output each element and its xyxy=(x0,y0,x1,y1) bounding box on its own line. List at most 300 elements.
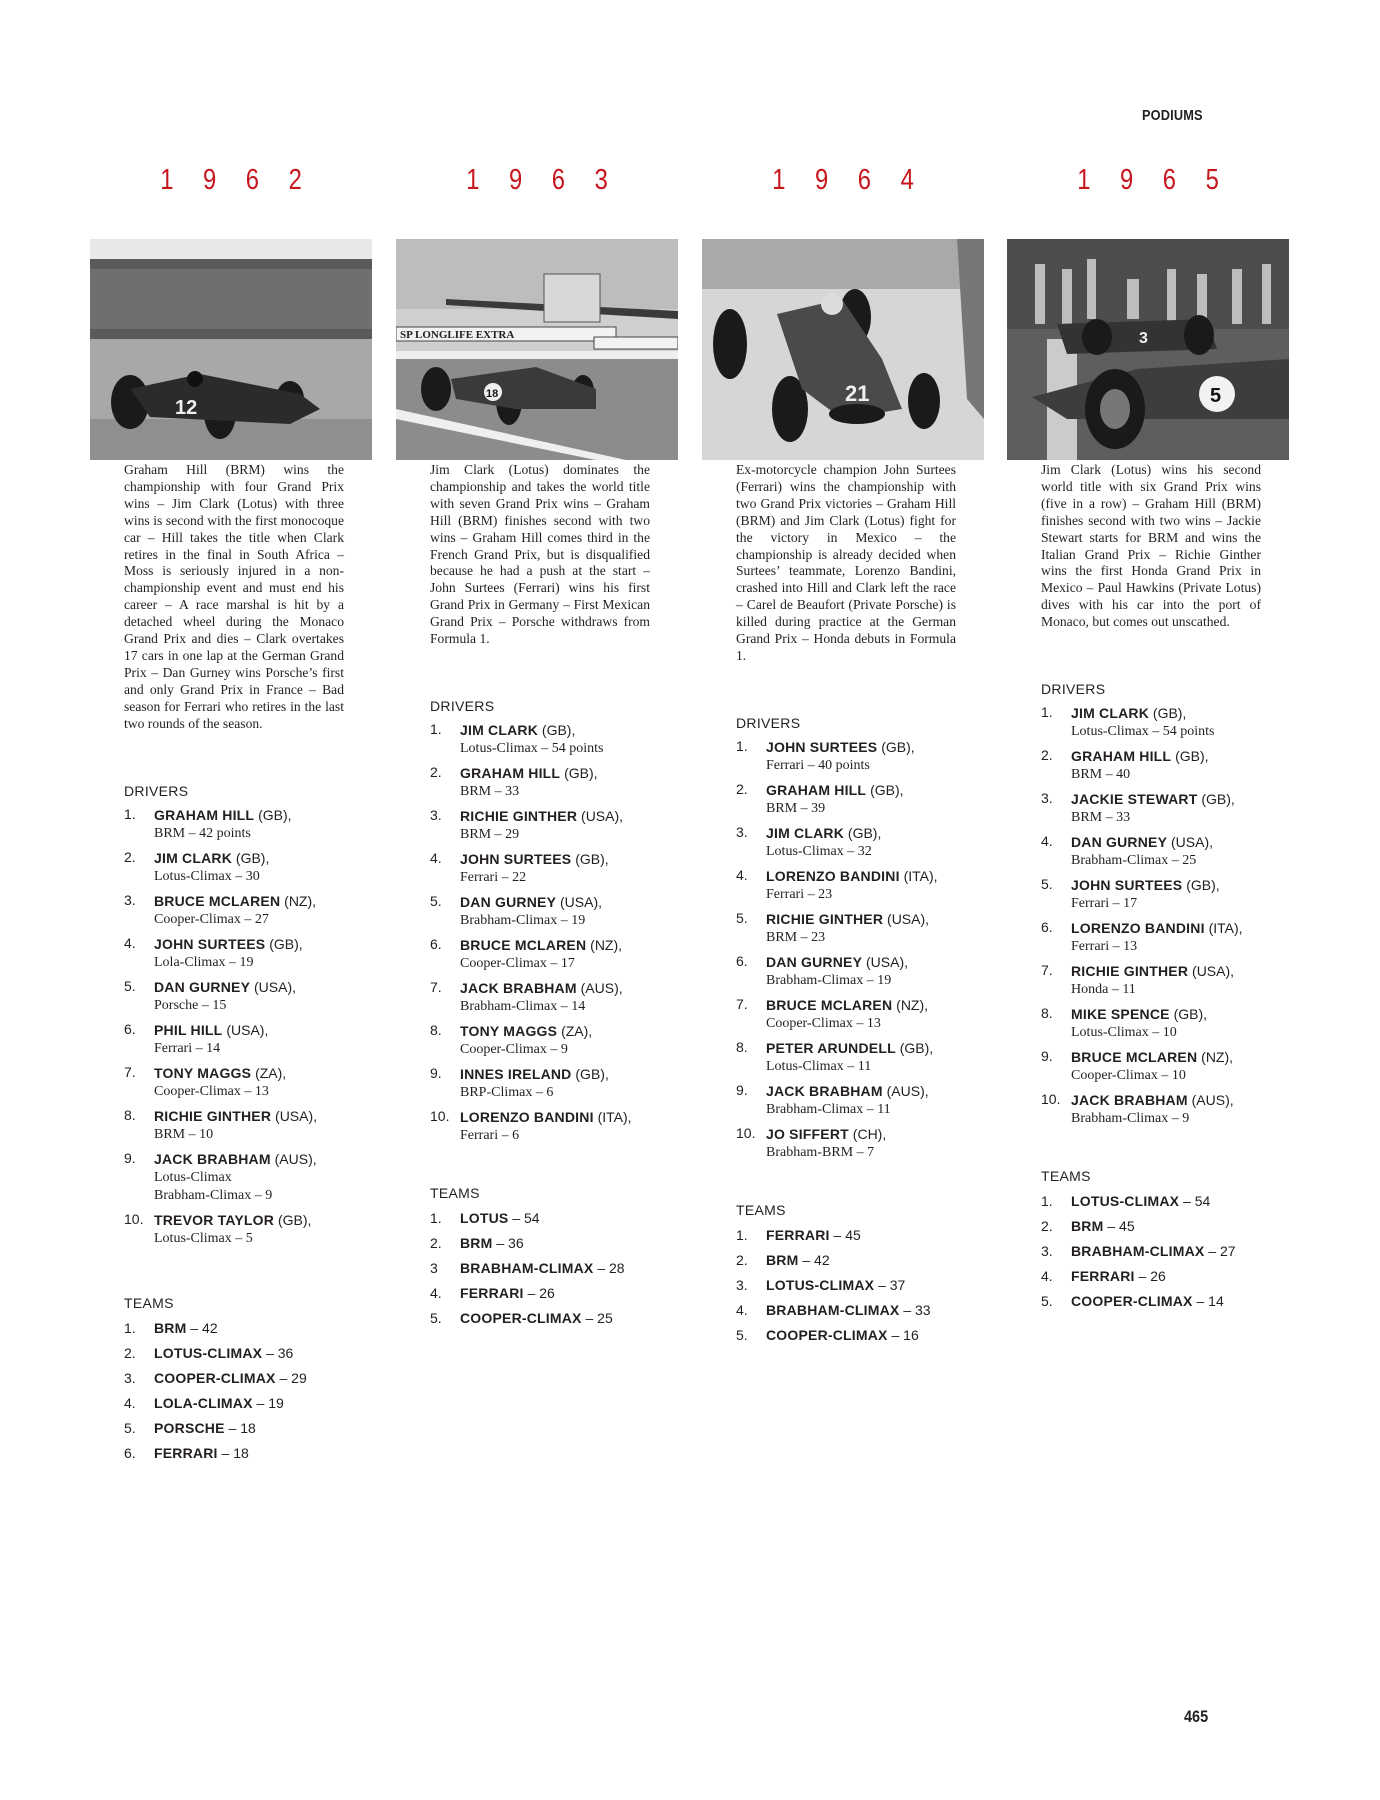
driver-entry xyxy=(1041,1048,1261,1085)
team-entry xyxy=(124,1368,344,1393)
driver-nationality: (ITA), xyxy=(1208,920,1243,936)
driver-position: 2. xyxy=(736,781,748,797)
driver-name: DAN GURNEY xyxy=(1071,834,1168,850)
team-position: 2. xyxy=(430,1235,442,1251)
team-position: 2. xyxy=(1041,1218,1053,1234)
driver-name: DAN GURNEY xyxy=(460,894,557,910)
driver-position: 8. xyxy=(430,1022,442,1038)
team-points: – 45 xyxy=(833,1227,861,1243)
driver-nationality: (GB), xyxy=(881,739,915,755)
team-points: – 42 xyxy=(802,1252,830,1268)
team-entry xyxy=(1041,1241,1261,1266)
drivers-list xyxy=(430,721,650,1145)
driver-entry xyxy=(124,935,344,972)
team-points: – 28 xyxy=(597,1260,625,1276)
driver-entry xyxy=(124,892,344,929)
driver-nationality: (GB), xyxy=(1186,877,1220,893)
driver-nationality: (ITA), xyxy=(597,1109,632,1125)
driver-entry xyxy=(1041,833,1261,870)
team-points: – 18 xyxy=(228,1420,256,1436)
team-points: – 29 xyxy=(279,1370,307,1386)
driver-name: LORENZO BANDINI xyxy=(1071,920,1205,936)
drivers-heading: DRIVERS xyxy=(430,698,495,714)
driver-team-points: Cooper-Climax – 13 xyxy=(766,1016,881,1031)
driver-position: 5. xyxy=(736,910,748,926)
team-position: 1. xyxy=(124,1320,136,1336)
driver-nationality: (ZA), xyxy=(255,1065,287,1081)
driver-nationality: (GB), xyxy=(870,782,904,798)
driver-name: JACK BRABHAM xyxy=(460,980,577,996)
team-entry xyxy=(124,1343,344,1368)
driver-entry xyxy=(736,867,956,904)
driver-team-points: Cooper-Climax – 27 xyxy=(154,912,269,927)
drivers-heading: DRIVERS xyxy=(736,715,801,731)
driver-nationality: (USA), xyxy=(254,979,297,995)
season-year: 1 9 6 4 xyxy=(772,164,926,196)
team-position: 4. xyxy=(736,1302,748,1318)
season-year: 1 9 6 5 xyxy=(1077,164,1231,196)
driver-nationality: (GB), xyxy=(269,936,303,952)
driver-entry xyxy=(736,781,956,818)
driver-name: BRUCE MCLAREN xyxy=(460,937,587,953)
drivers-list xyxy=(1041,704,1261,1128)
driver-name: JIM CLARK xyxy=(1071,705,1150,721)
driver-position: 7. xyxy=(736,996,748,1012)
driver-position: 1. xyxy=(736,738,748,754)
driver-entry xyxy=(736,1039,956,1076)
team-entry xyxy=(736,1225,956,1250)
driver-name: GRAHAM HILL xyxy=(766,782,867,798)
driver-team-points: Lotus-Climax – 5 xyxy=(154,1231,253,1246)
page-number: 465 xyxy=(1184,1707,1209,1726)
driver-position: 4. xyxy=(736,867,748,883)
driver-name: MIKE SPENCE xyxy=(1071,1006,1170,1022)
team-name: BRM xyxy=(460,1235,493,1251)
team-position: 4. xyxy=(430,1285,442,1301)
driver-name: BRUCE MCLAREN xyxy=(766,997,893,1013)
team-position: 5. xyxy=(736,1327,748,1343)
driver-nationality: (GB), xyxy=(575,851,609,867)
driver-entry xyxy=(736,996,956,1033)
driver-name: JO SIFFERT xyxy=(766,1126,849,1142)
team-name: LOTUS-CLIMAX xyxy=(154,1345,263,1361)
season-summary: Ex-motorcycle champion John Surtees (Ferrari) wins the championship with two Grand Prix victories – Graham Hill (BRM) and Jim Clark (Lotus) fight for the victory in Mexico – the championship is already decided when Surtees’ teammate, Lorenzo Bandini, crashed into Hill and Clark left the race – Carel de Beaufort (Private Porsche) is killed during practice at the German Grand Prix – Honda debuts in Formula 1. xyxy=(736,462,956,663)
team-entry xyxy=(124,1318,344,1343)
team-points: – 27 xyxy=(1208,1243,1236,1259)
driver-name: RICHIE GINTHER xyxy=(766,911,884,927)
team-name: BRM xyxy=(766,1252,799,1268)
driver-nationality: (USA), xyxy=(560,894,603,910)
driver-entry xyxy=(736,910,956,947)
team-points: – 26 xyxy=(527,1285,555,1301)
driver-position: 9. xyxy=(124,1150,136,1166)
svg-text:18: 18 xyxy=(486,388,499,400)
driver-entry xyxy=(1041,919,1261,956)
driver-name: JACK BRABHAM xyxy=(766,1083,883,1099)
team-points: – 42 xyxy=(190,1320,218,1336)
driver-team-points: BRM – 10 xyxy=(154,1127,214,1142)
driver-entry xyxy=(736,738,956,775)
driver-entry xyxy=(430,936,650,973)
race-car-photo-icon xyxy=(1007,239,1289,460)
driver-name: LORENZO BANDINI xyxy=(460,1109,594,1125)
driver-position: 10. xyxy=(736,1125,756,1141)
team-points: – 26 xyxy=(1138,1268,1166,1284)
teams-list xyxy=(430,1208,650,1333)
driver-nationality: (USA), xyxy=(866,954,909,970)
driver-name: RICHIE GINTHER xyxy=(154,1108,272,1124)
team-entry xyxy=(736,1250,956,1275)
driver-name: BRUCE MCLAREN xyxy=(154,893,281,909)
driver-entry xyxy=(430,1108,650,1145)
driver-position: 9. xyxy=(1041,1048,1053,1064)
team-name: BRM xyxy=(1071,1218,1104,1234)
teams-heading: TEAMS xyxy=(124,1295,174,1311)
driver-team-points: Brabham-Climax – 25 xyxy=(1071,853,1197,868)
drivers-list xyxy=(736,738,956,1162)
driver-name: JIM CLARK xyxy=(460,722,539,738)
drivers-standings xyxy=(1041,679,1261,1134)
driver-position: 6. xyxy=(124,1021,136,1037)
driver-nationality: (CH), xyxy=(852,1126,887,1142)
driver-nationality: (GB), xyxy=(564,765,598,781)
season-photo xyxy=(702,239,984,460)
driver-team-points: BRM – 42 points xyxy=(154,826,251,841)
driver-entry xyxy=(736,824,956,861)
team-name: FERRARI xyxy=(766,1227,830,1243)
driver-team-points: Porsche – 15 xyxy=(154,998,227,1013)
season-summary: Graham Hill (BRM) wins the championship with four Grand Prix wins – Jim Clark (Lotus) with three wins is second with the first monocoque car – Hill takes the title when Clark retires in the final in South Africa – Moss is seriously injured in a non-championship event and must end his career – A race marshal is hit by a detached wheel during the Monaco Grand Prix and dies – Clark overtakes 17 cars in one lap at the German Grand Prix – Dan Gurney wins Porsche’s first and only Grand Prix in France – Bad season for Ferrari who retires in the last two rounds of the season. xyxy=(124,462,344,731)
season-photo xyxy=(396,239,678,460)
driver-position: 3. xyxy=(1041,790,1053,806)
driver-entry xyxy=(124,1064,344,1101)
driver-entry xyxy=(736,1125,956,1162)
driver-team-points: Honda – 11 xyxy=(1071,982,1136,997)
driver-name: BRUCE MCLAREN xyxy=(1071,1049,1198,1065)
driver-position: 7. xyxy=(430,979,442,995)
teams-standings xyxy=(430,1183,650,1333)
team-points: – 36 xyxy=(266,1345,294,1361)
driver-team-points: Brabham-Climax – 9 xyxy=(154,1188,273,1203)
team-position: 1. xyxy=(1041,1193,1053,1209)
driver-entry xyxy=(1041,790,1261,827)
driver-entry xyxy=(1041,1091,1261,1128)
driver-entry xyxy=(430,893,650,930)
driver-nationality: (GB), xyxy=(258,807,292,823)
driver-entry xyxy=(736,953,956,990)
driver-name: DAN GURNEY xyxy=(766,954,863,970)
driver-nationality: (GB), xyxy=(277,1212,312,1228)
driver-name: PHIL HILL xyxy=(154,1022,223,1038)
driver-name: JOHN SURTEES xyxy=(460,851,572,867)
driver-entry xyxy=(124,1211,344,1248)
driver-nationality: (GB), xyxy=(847,825,882,841)
driver-nationality: (USA), xyxy=(226,1022,269,1038)
driver-position: 8. xyxy=(736,1039,748,1055)
driver-nationality: (NZ), xyxy=(590,937,623,953)
driver-entry xyxy=(430,850,650,887)
driver-nationality: (NZ), xyxy=(284,893,317,909)
driver-entry xyxy=(1041,876,1261,913)
team-position: 3. xyxy=(124,1370,136,1386)
driver-name: TREVOR TAYLOR xyxy=(154,1212,275,1228)
driver-position: 10. xyxy=(1041,1091,1061,1107)
driver-entry xyxy=(1041,1005,1261,1042)
season-photo xyxy=(90,239,372,460)
svg-text:21: 21 xyxy=(845,381,870,406)
svg-text:SP LONGLIFE EXTRA: SP LONGLIFE EXTRA xyxy=(400,329,515,341)
team-position: 3. xyxy=(1041,1243,1053,1259)
driver-position: 1. xyxy=(430,721,442,737)
driver-team-points: Ferrari – 14 xyxy=(154,1041,221,1056)
driver-team-points: Ferrari – 40 points xyxy=(766,758,870,773)
team-entry xyxy=(124,1443,344,1468)
team-entry xyxy=(430,1233,650,1258)
driver-nationality: (NZ), xyxy=(1201,1049,1234,1065)
season-summary: Jim Clark (Lotus) dominates the championship and takes the world title with seven Grand Prix wins – Graham Hill (BRM) finishes second with two wins – Graham Hill comes third in the French Grand Prix, but is disqualified because he had a push at the start – John Surtees (Ferrari) wins his first Grand Prix in Germany – First Mexican Grand Prix – Porsche withdraws from Formula 1. xyxy=(430,462,650,647)
team-name: COOPER-CLIMAX xyxy=(1071,1293,1193,1309)
season-year: 1 9 6 3 xyxy=(466,164,620,196)
team-entry xyxy=(1041,1266,1261,1291)
team-name: BRM xyxy=(154,1320,187,1336)
teams-heading: TEAMS xyxy=(736,1202,786,1218)
driver-entry xyxy=(430,721,650,758)
team-position: 6. xyxy=(124,1445,136,1461)
driver-entry xyxy=(430,807,650,844)
driver-name: RICHIE GINTHER xyxy=(460,808,578,824)
team-name: COOPER-CLIMAX xyxy=(154,1370,276,1386)
season-photo xyxy=(1007,239,1289,460)
driver-team-points: Brabham-Climax – 11 xyxy=(766,1102,891,1117)
svg-text:5: 5 xyxy=(1210,385,1222,407)
team-entry xyxy=(736,1275,956,1300)
team-entry xyxy=(1041,1216,1261,1241)
driver-position: 5. xyxy=(1041,876,1053,892)
teams-standings xyxy=(1041,1166,1261,1316)
driver-position: 3. xyxy=(430,807,442,823)
driver-nationality: (GB), xyxy=(1173,1006,1208,1022)
driver-team-points: BRM – 39 xyxy=(766,801,826,816)
team-position: 3 xyxy=(430,1260,438,1276)
team-position: 4. xyxy=(1041,1268,1053,1284)
driver-position: 6. xyxy=(1041,919,1053,935)
team-name: LOLA-CLIMAX xyxy=(154,1395,253,1411)
team-name: BRABHAM-CLIMAX xyxy=(1071,1243,1205,1259)
driver-name: JOHN SURTEES xyxy=(1071,877,1183,893)
team-name: COOPER-CLIMAX xyxy=(460,1310,582,1326)
driver-position: 6. xyxy=(736,953,748,969)
team-points: – 25 xyxy=(585,1310,613,1326)
team-position: 1. xyxy=(736,1227,748,1243)
driver-position: 10. xyxy=(124,1211,144,1227)
season-summary: Jim Clark (Lotus) wins his second world title with six Grand Prix wins (five in a row) – Graham Hill (BRM) finishes second with two wins – Jackie Stewart starts for BRM and wins the Italian Grand Prix – Richie Ginther wins the first Honda Grand Prix in Mexico – Paul Hawkins (Private Lotus) dives with his car into the port of Monaco, but comes out unscathed. xyxy=(1041,462,1261,630)
team-name: LOTUS-CLIMAX xyxy=(1071,1193,1180,1209)
driver-team-points: BRM – 40 xyxy=(1071,767,1131,782)
driver-team-points: Brabham-Climax – 19 xyxy=(460,913,586,928)
team-name: BRABHAM-CLIMAX xyxy=(766,1302,900,1318)
driver-position: 3. xyxy=(736,824,748,840)
driver-name: JOHN SURTEES xyxy=(154,936,266,952)
driver-nationality: (GB), xyxy=(1175,748,1209,764)
team-name: BRABHAM-CLIMAX xyxy=(460,1260,594,1276)
driver-position: 4. xyxy=(124,935,136,951)
team-entry xyxy=(736,1325,956,1350)
teams-heading: TEAMS xyxy=(430,1185,480,1201)
driver-name: JOHN SURTEES xyxy=(766,739,878,755)
driver-position: 2. xyxy=(1041,747,1053,763)
driver-team-points: Ferrari – 17 xyxy=(1071,896,1138,911)
team-name: PORSCHE xyxy=(154,1420,225,1436)
driver-name: GRAHAM HILL xyxy=(460,765,561,781)
driver-team-points: Ferrari – 13 xyxy=(1071,939,1138,954)
driver-position: 10. xyxy=(430,1108,450,1124)
team-name: FERRARI xyxy=(154,1445,218,1461)
driver-team-points: BRM – 23 xyxy=(766,930,826,945)
team-points: – 54 xyxy=(512,1210,540,1226)
team-position: 4. xyxy=(124,1395,136,1411)
driver-nationality: (AUS), xyxy=(1191,1092,1234,1108)
teams-heading: TEAMS xyxy=(1041,1168,1091,1184)
teams-list xyxy=(1041,1191,1261,1316)
driver-nationality: (GB), xyxy=(1201,791,1235,807)
driver-entry xyxy=(124,1021,344,1058)
team-entry xyxy=(430,1283,650,1308)
driver-team-points: Brabham-Climax – 9 xyxy=(1071,1111,1190,1126)
driver-position: 2. xyxy=(430,764,442,780)
team-name: FERRARI xyxy=(460,1285,524,1301)
team-name: FERRARI xyxy=(1071,1268,1135,1284)
section-title: PODIUMS xyxy=(1142,107,1203,124)
driver-name: JIM CLARK xyxy=(766,825,845,841)
team-entry xyxy=(1041,1191,1261,1216)
team-points: – 18 xyxy=(221,1445,249,1461)
driver-nationality: (GB), xyxy=(575,1066,609,1082)
drivers-standings xyxy=(736,713,956,1168)
driver-entry xyxy=(124,1150,344,1205)
driver-team-points: BRM – 33 xyxy=(1071,810,1131,825)
driver-nationality: (USA), xyxy=(887,911,930,927)
driver-team-points: Cooper-Climax – 17 xyxy=(460,956,575,971)
team-name: COOPER-CLIMAX xyxy=(766,1327,888,1343)
race-car-photo-icon xyxy=(90,239,372,460)
driver-position: 4. xyxy=(1041,833,1053,849)
driver-entry xyxy=(430,979,650,1016)
svg-text:12: 12 xyxy=(175,397,198,419)
team-points: – 54 xyxy=(1183,1193,1211,1209)
driver-nationality: (ITA), xyxy=(903,868,938,884)
team-name: LOTUS xyxy=(460,1210,509,1226)
driver-position: 4. xyxy=(430,850,442,866)
driver-name: LORENZO BANDINI xyxy=(766,868,900,884)
team-name: LOTUS-CLIMAX xyxy=(766,1277,875,1293)
driver-team-points: Ferrari – 22 xyxy=(460,870,527,885)
driver-nationality: (USA), xyxy=(581,808,624,824)
team-position: 5. xyxy=(1041,1293,1053,1309)
drivers-heading: DRIVERS xyxy=(124,783,189,799)
team-entry xyxy=(430,1308,650,1333)
driver-nationality: (USA), xyxy=(275,1108,318,1124)
driver-entry xyxy=(124,978,344,1015)
driver-team-points: Brabham-Climax – 19 xyxy=(766,973,892,988)
team-points: – 33 xyxy=(903,1302,931,1318)
driver-team-points: Ferrari – 23 xyxy=(766,887,833,902)
driver-entry xyxy=(736,1082,956,1119)
driver-entry xyxy=(124,1107,344,1144)
team-entry xyxy=(736,1300,956,1325)
team-position: 1. xyxy=(430,1210,442,1226)
driver-team-points: BRM – 29 xyxy=(460,827,520,842)
driver-entry xyxy=(1041,747,1261,784)
driver-position: 1. xyxy=(124,806,136,822)
driver-nationality: (GB), xyxy=(235,850,270,866)
driver-name: GRAHAM HILL xyxy=(1071,748,1172,764)
driver-position: 8. xyxy=(124,1107,136,1123)
svg-text:3: 3 xyxy=(1139,330,1148,347)
team-entry xyxy=(124,1393,344,1418)
driver-team-points: Lotus-Climax – 54 points xyxy=(1071,724,1215,739)
team-points: – 19 xyxy=(256,1395,284,1411)
driver-position: 5. xyxy=(124,978,136,994)
driver-team-points: Ferrari – 6 xyxy=(460,1128,520,1143)
driver-team-points: Lotus-Climax – 11 xyxy=(766,1059,872,1074)
team-entry xyxy=(1041,1291,1261,1316)
driver-name: TONY MAGGS xyxy=(154,1065,252,1081)
driver-name: JACKIE STEWART xyxy=(1071,791,1198,807)
driver-position: 2. xyxy=(124,849,136,865)
driver-team-points: Lola-Climax – 19 xyxy=(154,955,254,970)
driver-position: 7. xyxy=(124,1064,136,1080)
teams-list xyxy=(124,1318,344,1468)
race-car-photo-icon xyxy=(396,239,678,460)
teams-standings xyxy=(124,1293,344,1468)
driver-name: JIM CLARK xyxy=(154,850,233,866)
driver-position: 9. xyxy=(736,1082,748,1098)
driver-team-points: Brabham-Climax – 14 xyxy=(460,999,586,1014)
driver-entry xyxy=(430,1022,650,1059)
driver-nationality: (NZ), xyxy=(896,997,929,1013)
driver-name: JACK BRABHAM xyxy=(154,1151,271,1167)
team-entry xyxy=(124,1418,344,1443)
driver-team-points: Lotus-Climax – 54 points xyxy=(460,741,604,756)
driver-name: JACK BRABHAM xyxy=(1071,1092,1188,1108)
driver-entry xyxy=(124,806,344,843)
driver-name: RICHIE GINTHER xyxy=(1071,963,1189,979)
driver-position: 8. xyxy=(1041,1005,1053,1021)
teams-list xyxy=(736,1225,956,1350)
driver-entry xyxy=(1041,962,1261,999)
driver-position: 3. xyxy=(124,892,136,908)
driver-position: 7. xyxy=(1041,962,1053,978)
driver-nationality: (AUS), xyxy=(580,980,623,996)
driver-nationality: (AUS), xyxy=(886,1083,929,1099)
driver-entry xyxy=(124,849,344,886)
driver-position: 9. xyxy=(430,1065,442,1081)
driver-entry xyxy=(1041,704,1261,741)
driver-nationality: (AUS), xyxy=(274,1151,317,1167)
driver-nationality: (GB), xyxy=(1152,705,1187,721)
team-position: 3. xyxy=(736,1277,748,1293)
team-position: 2. xyxy=(736,1252,748,1268)
team-entry xyxy=(430,1208,650,1233)
drivers-list xyxy=(124,806,344,1248)
driver-position: 6. xyxy=(430,936,442,952)
driver-team-points: Cooper-Climax – 9 xyxy=(460,1042,568,1057)
driver-team-points: Lotus-Climax – 30 xyxy=(154,869,260,884)
driver-nationality: (ZA), xyxy=(561,1023,593,1039)
driver-team-points: Brabham-BRM – 7 xyxy=(766,1145,875,1160)
drivers-heading: DRIVERS xyxy=(1041,681,1106,697)
driver-nationality: (USA), xyxy=(1192,963,1235,979)
